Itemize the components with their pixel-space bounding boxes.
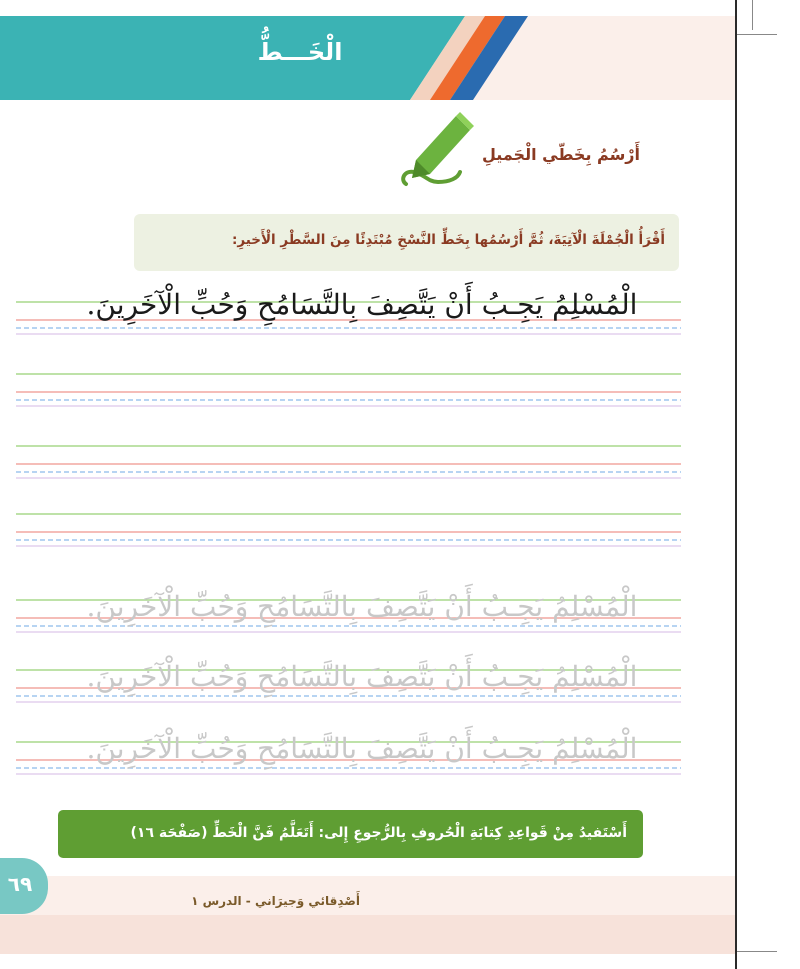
footer-band bbox=[0, 915, 735, 954]
page-number: ٦٩ bbox=[7, 872, 33, 896]
trace-sentence: الْمُسْلِمُ يَجِـبُ أَنْ يَتَّصِفَ بِالتَّسَامُحِ وَحُبِّ الْآخَرِينَ. bbox=[86, 732, 638, 765]
pen-icon bbox=[398, 108, 476, 190]
trace-sentence: الْمُسْلِمُ يَجِـبُ أَنْ يَتَّصِفَ بِالتَّسَامُحِ وَحُبِّ الْآخَرِينَ. bbox=[86, 590, 638, 623]
page-edge bbox=[735, 0, 737, 969]
page-title: الْخَـــطُّ bbox=[257, 38, 343, 66]
instruction-box bbox=[134, 214, 679, 271]
crop-mark bbox=[737, 951, 777, 952]
trace-sentence: الْمُسْلِمُ يَجِـبُ أَنْ يَتَّصِفَ بِالتَّسَامُحِ وَحُبِّ الْآخَرِينَ. bbox=[86, 660, 638, 693]
crop-mark bbox=[737, 34, 777, 35]
writing-lines bbox=[16, 290, 681, 790]
footer-lesson: أَصْدِقائي وَجيرَاني - الدرس ١ bbox=[191, 894, 360, 908]
crop-mark bbox=[752, 0, 753, 30]
tip-text: أَسْتَفيدُ مِنْ قَواعِدِ كِتابَةِ الْحُروفِ بِالرُّجوعِ إِلى: أَتَعَلَّمُ فَنَّ الْخَطِّ (صَفْحَة ١٦) bbox=[130, 825, 627, 841]
section-title: أَرْسُمُ بِخَطّي الْجَميلِ bbox=[482, 145, 640, 164]
line-set-2 bbox=[16, 374, 681, 406]
line-set-4 bbox=[16, 514, 681, 546]
model-sentence: الْمُسْلِمُ يَجِـبُ أَنْ يَتَّصِفَ بِالتَّسَامُحِ وَحُبِّ الْآخَرِينَ. bbox=[86, 288, 638, 321]
tip-box bbox=[58, 810, 643, 858]
line-set-3 bbox=[16, 446, 681, 478]
instruction-text: أَقْرَأُ الْجُمْلَةَ الْآتِيَةَ، ثُمَّ أَرْسُمُها بِخَطِّ النَّسْخِ مُبْتَدِئًا مِنَ السَّطْرِ الْأَخيرِ: bbox=[231, 232, 665, 248]
